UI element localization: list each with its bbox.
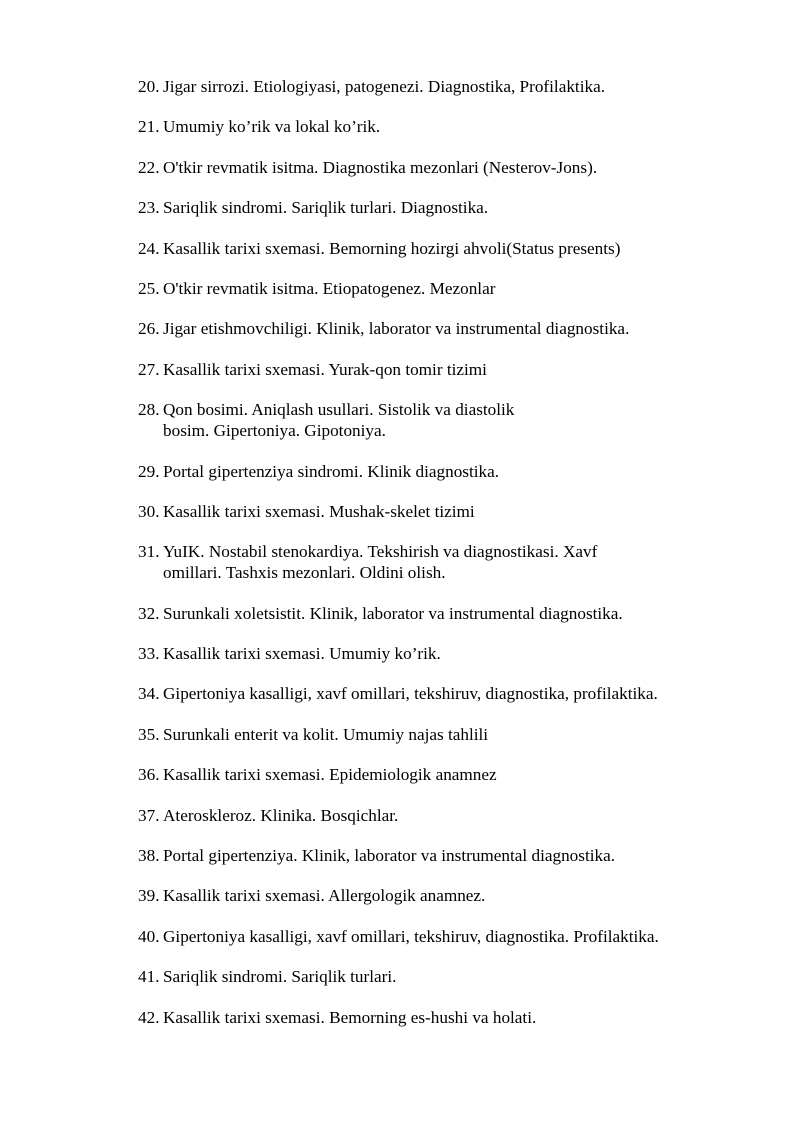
list-item	[138, 76, 718, 97]
item-number: 29.	[138, 461, 160, 481]
item-number: 33.	[138, 644, 160, 664]
item-text: Gipertoniya kasalligi, xavf omillari, tekshiruv, diagnostika, profilaktika.	[163, 684, 658, 704]
list-item	[138, 885, 718, 906]
item-number: 20.	[138, 77, 160, 96]
item-text	[163, 541, 718, 583]
item-number: 25.	[138, 278, 160, 298]
list-item	[138, 966, 718, 987]
list-item	[138, 926, 718, 947]
item-number: 37.	[138, 805, 160, 825]
item-text-line: Qon bosimi. Aniqlash usullari. Sistolik va diastolik	[163, 400, 515, 420]
item-number: 34.	[138, 684, 160, 704]
item-text-line: omillari. Tashxis mezonlari. Oldini olish.	[163, 563, 446, 583]
list-item	[138, 501, 718, 522]
item-number: 31.	[138, 542, 160, 562]
list-item	[138, 157, 718, 178]
list-item	[138, 238, 718, 259]
item-text: Sariqlik sindromi. Sariqlik turlari.	[163, 967, 397, 987]
list-item	[138, 805, 718, 826]
item-number: 36.	[138, 765, 160, 785]
list-item	[138, 603, 718, 624]
item-text-line: YuIK. Nostabil stenokardiya. Tekshirish va diagnostikasi. Xavf	[163, 542, 598, 562]
list-item	[138, 197, 718, 218]
list-item	[138, 541, 718, 583]
item-number: 21.	[138, 117, 160, 137]
item-text: Kasallik tarixi sxemasi. Bemorning hozirgi ahvoli(Status presents)	[163, 238, 621, 258]
item-number: 40.	[138, 926, 160, 946]
item-text: Kasallik tarixi sxemasi. Epidemiologik anamnez	[163, 765, 497, 785]
item-number: 42.	[138, 1007, 160, 1027]
item-text: Umumiy ko’rik va lokal ko’rik.	[163, 117, 381, 137]
list-item	[138, 764, 718, 785]
list-item	[138, 116, 718, 137]
item-text: Jigar sirrozi. Etiologiyasi, patogenezi. Diagnostika, Profilaktika.	[163, 77, 605, 96]
list-item	[138, 359, 718, 380]
item-text: O'tkir revmatik isitma. Diagnostika mezonlari (Nesterov-Jons).	[163, 157, 598, 177]
item-text: Gipertoniya kasalligi, xavf omillari, tekshiruv, diagnostika. Profilaktika.	[163, 926, 659, 946]
item-number: 24.	[138, 238, 160, 258]
list-item	[138, 683, 718, 704]
list-item	[138, 845, 718, 866]
item-text: Kasallik tarixi sxemasi. Allergologik anamnez.	[163, 886, 486, 906]
list-item	[138, 1007, 718, 1028]
item-text: Portal gipertenziya sindromi. Klinik diagnostika.	[163, 461, 500, 481]
list-item	[138, 724, 718, 745]
item-number: 41.	[138, 967, 160, 987]
item-text: Ateroskleroz. Klinika. Bosqichlar.	[163, 805, 399, 825]
item-number: 30.	[138, 501, 160, 521]
item-text: Kasallik tarixi sxemasi. Mushak-skelet tizimi	[163, 501, 475, 521]
item-text: Kasallik tarixi sxemasi. Umumiy ko’rik.	[163, 644, 441, 664]
item-number: 23.	[138, 198, 160, 218]
item-text: Surunkali xoletsistit. Klinik, laborator va instrumental diagnostika.	[163, 603, 623, 623]
item-number: 26.	[138, 319, 160, 339]
item-text: Kasallik tarixi sxemasi. Yurak-qon tomir tizimi	[163, 359, 487, 379]
item-number: 27.	[138, 359, 160, 379]
item-number: 39.	[138, 886, 160, 906]
item-number: 35.	[138, 724, 160, 744]
item-text: Portal gipertenziya. Klinik, laborator va instrumental diagnostika.	[163, 846, 616, 866]
item-number: 22.	[138, 157, 160, 177]
item-text: Sariqlik sindromi. Sariqlik turlari. Diagnostika.	[163, 198, 489, 218]
list-item	[138, 461, 718, 482]
item-number: 32.	[138, 603, 160, 623]
list-item	[138, 643, 718, 664]
item-number: 38.	[138, 846, 160, 866]
list-item	[138, 399, 718, 441]
item-text: Jigar etishmovchiligi. Klinik, laborator va instrumental diagnostika.	[163, 319, 630, 339]
item-text	[163, 399, 718, 441]
item-text-line: bosim. Gipertoniya. Gipotoniya.	[163, 421, 386, 441]
item-text: Surunkali enterit va kolit. Umumiy najas tahlili	[163, 724, 489, 744]
list-item	[138, 318, 718, 339]
item-number: 28.	[138, 400, 160, 420]
question-list	[138, 76, 718, 1047]
item-text: Kasallik tarixi sxemasi. Bemorning es-hushi va holati.	[163, 1007, 537, 1027]
list-item	[138, 278, 718, 299]
item-text: O'tkir revmatik isitma. Etiopatogenez. Mezonlar	[163, 278, 496, 298]
